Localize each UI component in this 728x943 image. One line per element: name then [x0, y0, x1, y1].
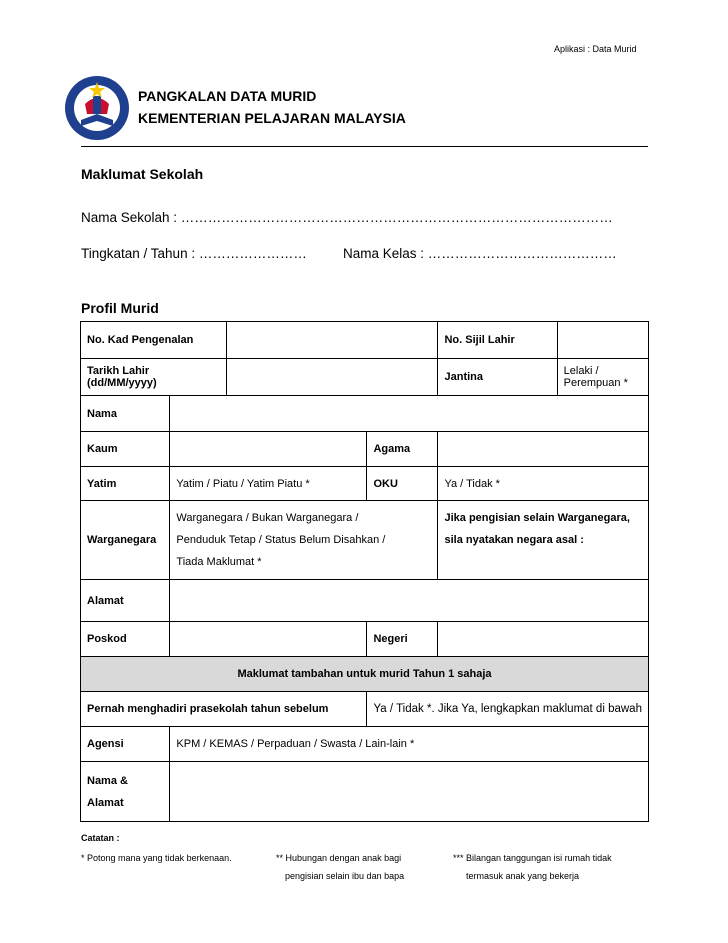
- header-title: PANGKALAN DATA MURID: [138, 88, 317, 104]
- field-preschool-name-address[interactable]: [170, 762, 649, 822]
- label-race: Kaum: [81, 432, 170, 467]
- header-subtitle: KEMENTERIAN PELAJARAN MALAYSIA: [138, 110, 406, 126]
- label-address: Alamat: [81, 580, 170, 622]
- field-oku[interactable]: Ya / Tidak *: [438, 467, 649, 501]
- field-agency[interactable]: KPM / KEMAS / Perpaduan / Swasta / Lain-lain *: [170, 727, 649, 762]
- field-birth-cert[interactable]: [557, 322, 648, 359]
- field-name[interactable]: [170, 396, 649, 432]
- label-agency: Agensi: [81, 727, 170, 762]
- field-address[interactable]: [170, 580, 649, 622]
- field-religion[interactable]: [438, 432, 649, 467]
- note-3a: *** Bilangan tanggungan isi rumah tidak: [453, 853, 612, 863]
- field-race[interactable]: [170, 432, 367, 467]
- field-citizenship[interactable]: [170, 501, 438, 580]
- student-profile-table: [80, 321, 649, 822]
- field-ic-number[interactable]: [226, 322, 438, 359]
- origin-note-1: Jika pengisian selain Warganegara,: [444, 512, 630, 524]
- note-2a: ** Hubungan dengan anak bagi: [276, 853, 402, 863]
- grade-line: Tingkatan / Tahun : ……………………: [81, 246, 307, 261]
- label-religion: Agama: [367, 432, 438, 467]
- school-section-title: Maklumat Sekolah: [81, 166, 204, 182]
- field-orphan[interactable]: Yatim / Piatu / Yatim Piatu *: [170, 467, 367, 501]
- label-gender: Jantina: [438, 359, 557, 396]
- field-preschool[interactable]: Ya / Tidak *. Jika Ya, lengkapkan maklumat di bawah: [367, 692, 649, 727]
- label-oku: OKU: [367, 467, 438, 501]
- note-1: * Potong mana yang tidak berkenaan.: [81, 853, 232, 863]
- citizenship-option-3: Tiada Maklumat *: [176, 556, 262, 568]
- field-postcode[interactable]: [170, 622, 367, 657]
- citizenship-option-2: Penduduk Tetap / Status Belum Disahkan /: [176, 534, 386, 546]
- school-name-line: Nama Sekolah : ……………………………………………………………………………………: [81, 210, 613, 225]
- label-name: Nama: [81, 396, 170, 432]
- label-preschool-name: Nama &: [87, 774, 128, 787]
- origin-note-2: sila nyatakan negara asal :: [444, 534, 584, 546]
- citizenship-option-1: Warganegara / Bukan Warganegara /: [176, 512, 359, 524]
- field-gender[interactable]: Lelaki / Perempuan *: [557, 359, 648, 396]
- label-state: Negeri: [367, 622, 438, 657]
- label-postcode: Poskod: [81, 622, 170, 657]
- label-ic-number: No. Kad Pengenalan: [81, 322, 227, 359]
- label-birth-cert: No. Sijil Lahir: [438, 322, 557, 359]
- notes-title: Catatan :: [81, 833, 120, 843]
- class-name-line: Nama Kelas : ……………………………………: [343, 246, 617, 261]
- label-preschool-address: Alamat: [87, 796, 124, 809]
- note-3b: termasuk anak yang bekerja: [466, 871, 580, 881]
- field-birth-date[interactable]: [226, 359, 438, 396]
- label-citizenship: Warganegara: [81, 501, 170, 580]
- label-orphan: Yatim: [81, 467, 170, 501]
- ministry-logo: [63, 74, 131, 142]
- app-label: Aplikasi : Data Murid: [554, 44, 637, 54]
- label-preschool-name-address: [81, 762, 170, 822]
- note-2b: pengisian selain ibu dan bapa: [285, 871, 405, 881]
- field-state[interactable]: [438, 622, 649, 657]
- label-preschool: Pernah menghadiri prasekolah tahun sebelum: [81, 692, 367, 727]
- field-origin-country[interactable]: [438, 501, 649, 580]
- year1-section-header: Maklumat tambahan untuk murid Tahun 1 sahaja: [81, 657, 649, 692]
- header-divider: [81, 146, 648, 147]
- profile-section-title: Profil Murid: [81, 300, 159, 316]
- label-birth-date: Tarikh Lahir (dd/MM/yyyy): [81, 359, 227, 396]
